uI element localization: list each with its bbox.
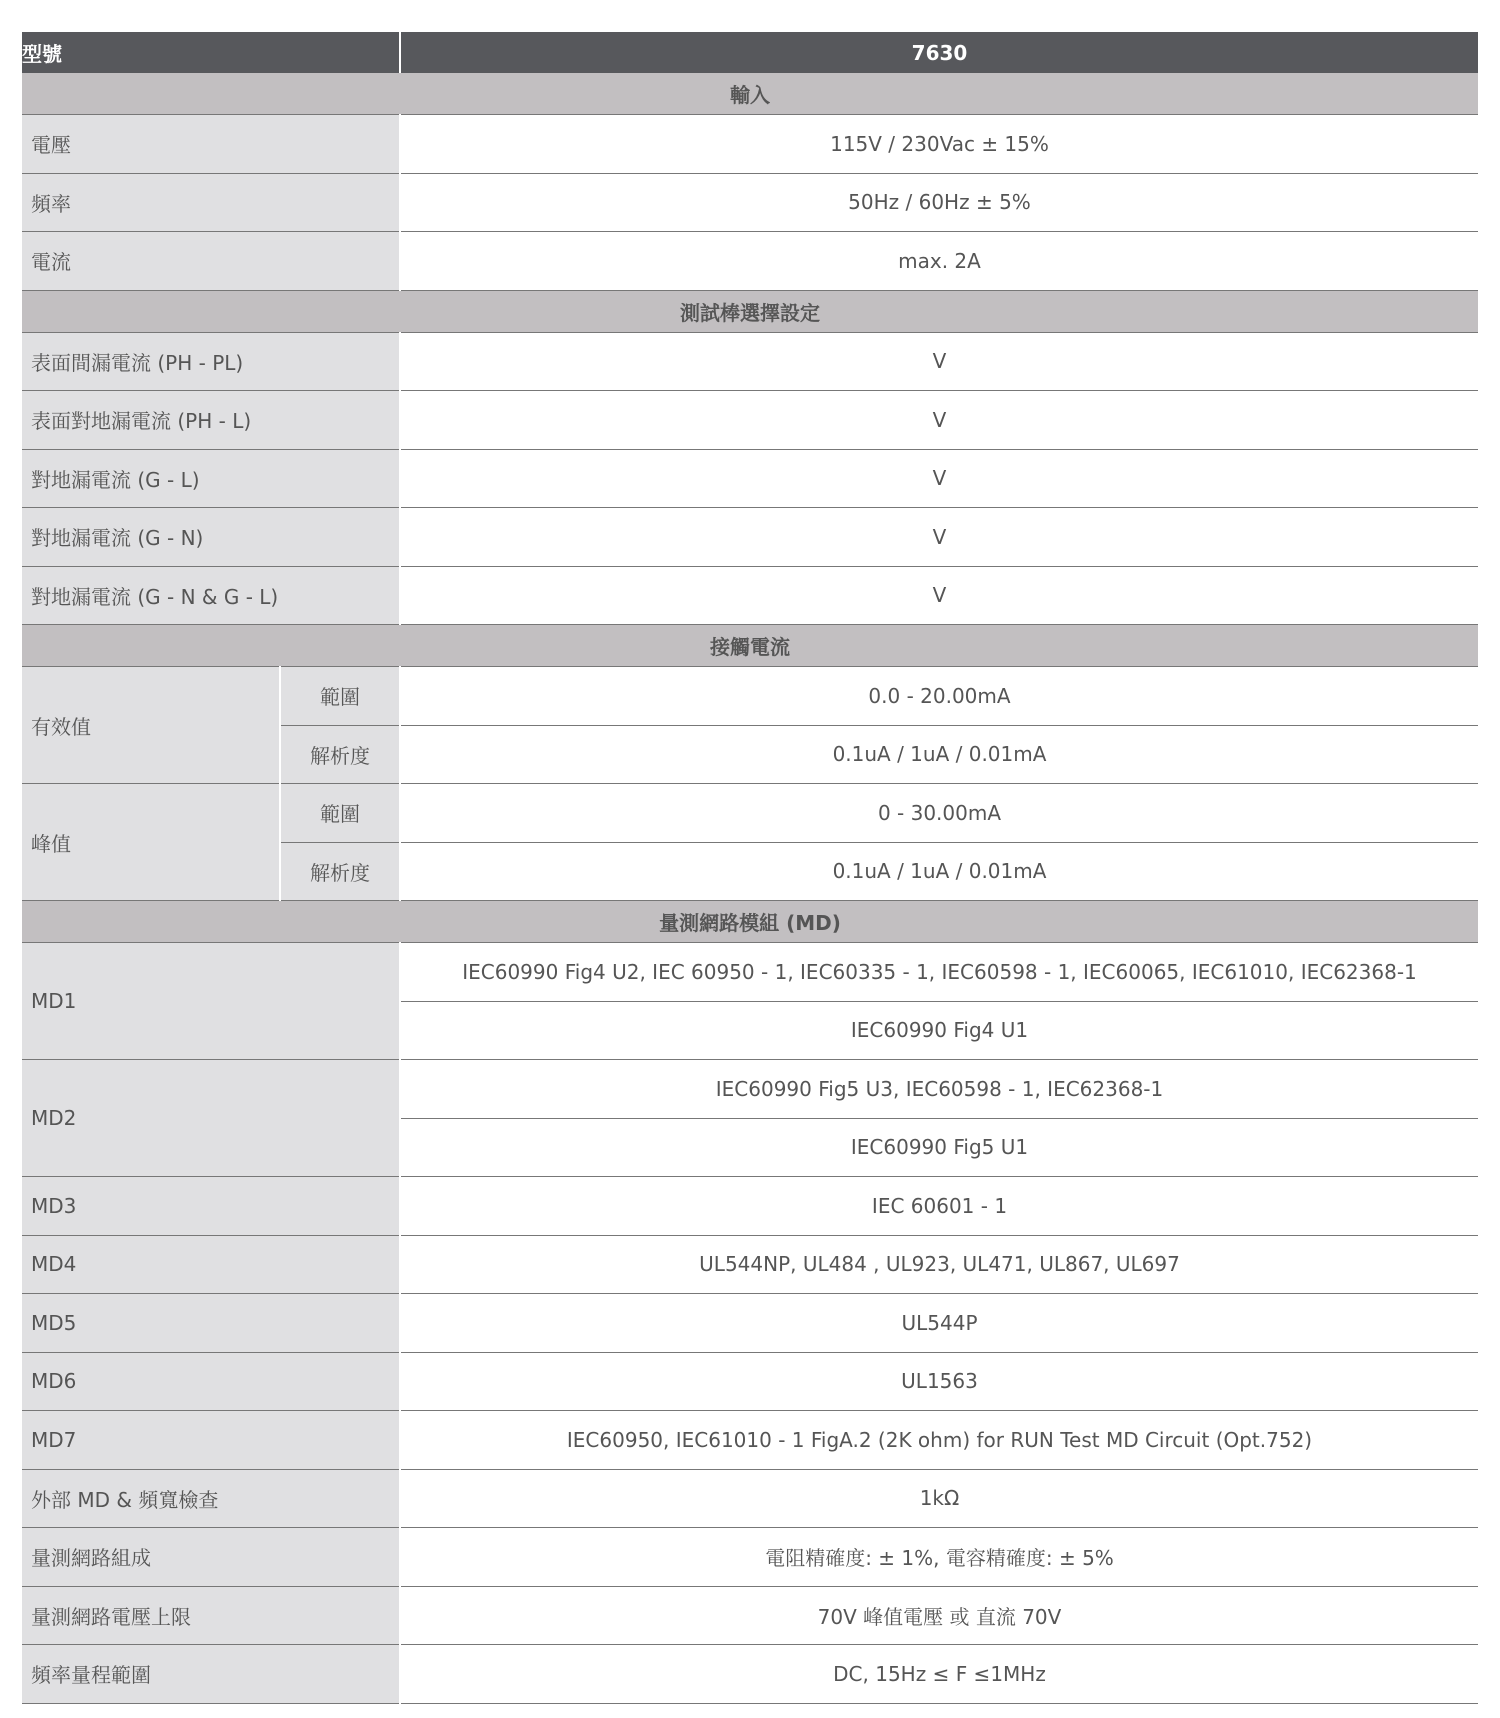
row-value: V	[400, 508, 1478, 567]
table-row	[22, 1177, 1478, 1236]
table-row	[22, 449, 1478, 508]
row-value: 50Hz / 60Hz ± 5%	[400, 173, 1478, 232]
table-row	[22, 1469, 1478, 1528]
row-value: V	[400, 449, 1478, 508]
table-row	[22, 943, 1478, 1002]
row-value: 0.1uA / 1uA / 0.01mA	[400, 842, 1478, 901]
row-value: 70V 峰值電壓 或 直流 70V	[400, 1586, 1478, 1645]
section-touch-current	[22, 625, 1478, 667]
row-value: 0 - 30.00mA	[400, 784, 1478, 843]
table-row	[22, 115, 1478, 174]
row-label: 電流	[22, 232, 400, 291]
row-label: MD1	[22, 943, 400, 1060]
row-label: MD4	[22, 1235, 400, 1294]
row-label: 對地漏電流 (G - N & G - L)	[22, 566, 400, 625]
row-value: UL544P	[400, 1294, 1478, 1353]
table-row	[22, 508, 1478, 567]
table-row	[22, 1235, 1478, 1294]
table-row	[22, 1645, 1478, 1704]
row-value: 1kΩ	[400, 1469, 1478, 1528]
row-value: IEC60990 Fig5 U3, IEC60598 - 1, IEC62368-1	[400, 1060, 1478, 1119]
row-value: IEC60950, IEC61010 - 1 FigA.2 (2K ohm) for RUN Test MD Circuit (Opt.752)	[400, 1411, 1478, 1470]
row-sublabel: 解析度	[280, 842, 400, 901]
model-label: 型號	[22, 32, 400, 73]
section-title: 量測網路模組 (MD)	[22, 901, 1478, 943]
table-row	[22, 784, 1478, 843]
section-md	[22, 901, 1478, 943]
row-label: MD6	[22, 1352, 400, 1411]
section-probe	[22, 290, 1478, 332]
row-label: 對地漏電流 (G - L)	[22, 449, 400, 508]
table-row	[22, 1528, 1478, 1587]
model-number: 7630	[400, 32, 1478, 73]
row-value: V	[400, 332, 1478, 391]
header-row	[22, 32, 1478, 73]
row-value: 0.1uA / 1uA / 0.01mA	[400, 725, 1478, 784]
row-label: 頻率	[22, 173, 400, 232]
row-value: IEC60990 Fig4 U1	[400, 1001, 1478, 1060]
section-input	[22, 73, 1478, 115]
row-label: 頻率量程範圍	[22, 1645, 400, 1704]
section-title: 測試棒選擇設定	[22, 290, 1478, 332]
row-label: MD3	[22, 1177, 400, 1236]
table-row	[22, 391, 1478, 450]
row-value: UL544NP, UL484 , UL923, UL471, UL867, UL697	[400, 1235, 1478, 1294]
row-value: V	[400, 566, 1478, 625]
row-value: UL1563	[400, 1352, 1478, 1411]
row-label: 表面間漏電流 (PH - PL)	[22, 332, 400, 391]
row-label: 量測網路組成	[22, 1528, 400, 1587]
table-row	[22, 1060, 1478, 1119]
row-sublabel: 範圍	[280, 667, 400, 726]
row-value: IEC60990 Fig5 U1	[400, 1118, 1478, 1177]
table-row	[22, 1352, 1478, 1411]
row-value: 0.0 - 20.00mA	[400, 667, 1478, 726]
table-row	[22, 332, 1478, 391]
row-label: MD5	[22, 1294, 400, 1353]
table-row	[22, 667, 1478, 726]
table-row	[22, 566, 1478, 625]
row-label: MD7	[22, 1411, 400, 1470]
table-row	[22, 1586, 1478, 1645]
row-label: 表面對地漏電流 (PH - L)	[22, 391, 400, 450]
row-label: 量測網路電壓上限	[22, 1586, 400, 1645]
group-label: 有效值	[22, 667, 280, 784]
row-label: MD2	[22, 1060, 400, 1177]
row-value: max. 2A	[400, 232, 1478, 291]
table-row	[22, 232, 1478, 291]
table-row	[22, 1294, 1478, 1353]
spec-table	[22, 32, 1478, 1704]
section-title: 接觸電流	[22, 625, 1478, 667]
row-value: 電阻精確度: ± 1%, 電容精確度: ± 5%	[400, 1528, 1478, 1587]
section-title: 輸入	[22, 73, 1478, 115]
row-value: IEC 60601 - 1	[400, 1177, 1478, 1236]
row-label: 對地漏電流 (G - N)	[22, 508, 400, 567]
group-label: 峰值	[22, 784, 280, 901]
row-value: DC, 15Hz ≤ F ≤1MHz	[400, 1645, 1478, 1704]
table-row	[22, 173, 1478, 232]
row-label: 電壓	[22, 115, 400, 174]
row-sublabel: 解析度	[280, 725, 400, 784]
table-row	[22, 1411, 1478, 1470]
row-value: 115V / 230Vac ± 15%	[400, 115, 1478, 174]
row-value: IEC60990 Fig4 U2, IEC 60950 - 1, IEC60335 - 1, IEC60598 - 1, IEC60065, IEC61010, IEC62368-1	[400, 943, 1478, 1002]
row-value: V	[400, 391, 1478, 450]
row-sublabel: 範圍	[280, 784, 400, 843]
row-label: 外部 MD & 頻寬檢查	[22, 1469, 400, 1528]
